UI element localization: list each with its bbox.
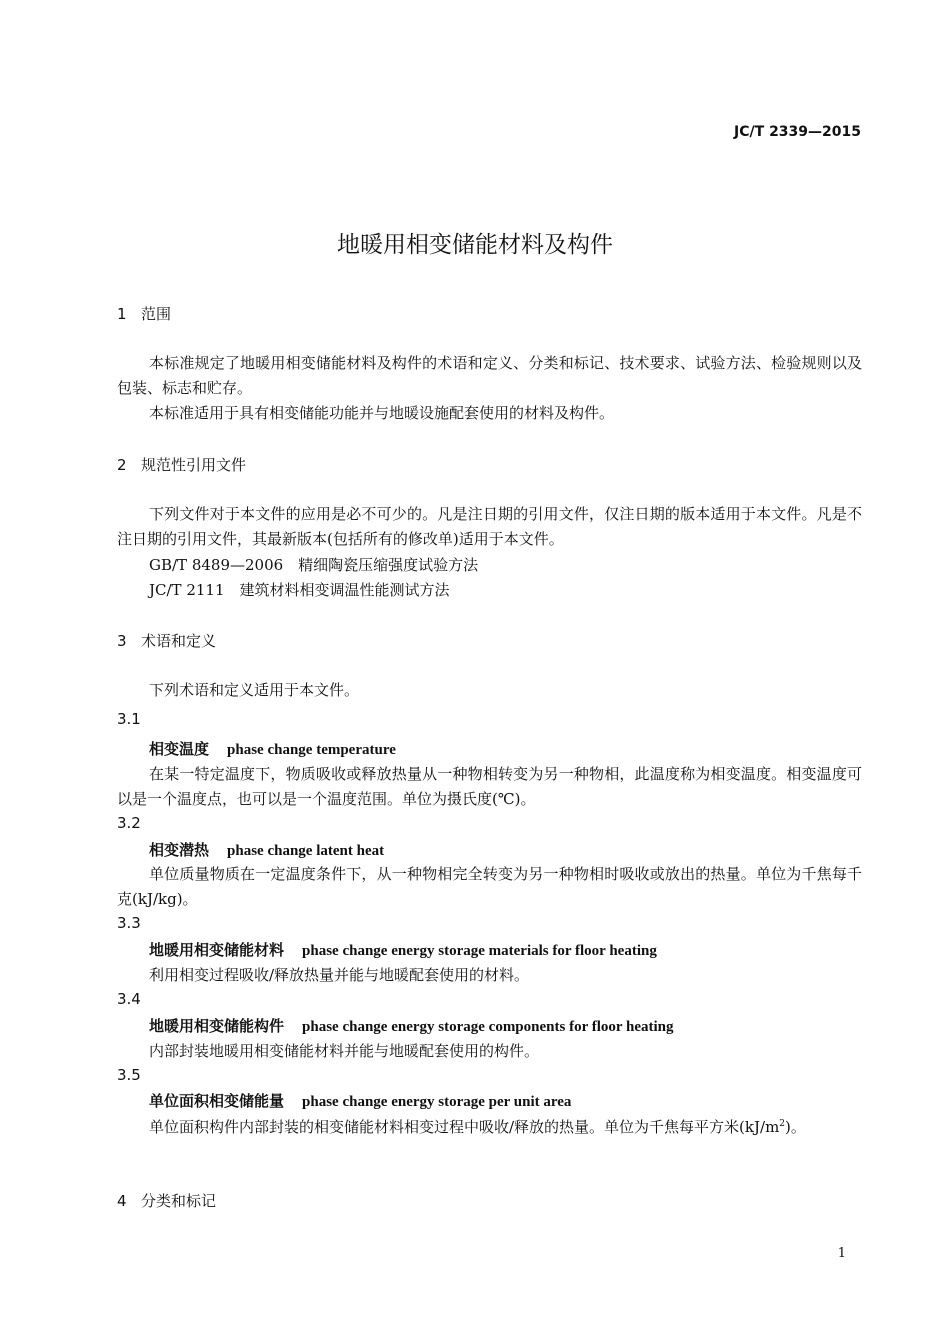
- section-1-heading: [117, 303, 171, 324]
- clause-number: 3.3: [117, 914, 141, 932]
- definition-text-end: )。: [785, 1118, 806, 1136]
- term-english: phase change energy storage per unit area: [302, 1094, 572, 1110]
- term-definition: 单位质量物质在一定温度条件下，从一种物相完全转变为另一种物相时吸收或放出的热量。单位为千焦每千克(kJ/kg)。: [117, 865, 862, 908]
- term-chinese: 地暖用相变储能材料: [149, 941, 285, 959]
- section-2-heading: [117, 454, 246, 475]
- standard-code: JC/T 2339—2015: [734, 124, 861, 140]
- section-3-heading: [117, 630, 216, 651]
- term-heading: [149, 1015, 674, 1036]
- term-chinese: 地暖用相变储能构件: [149, 1017, 285, 1035]
- definition-text: 单位面积构件内部封装的相变储能材料相变过程中吸收/释放的热量。单位为千焦每平方米(kJ/m: [149, 1118, 780, 1136]
- scope-paragraph-2: 本标准适用于具有相变储能功能并与地暖设施配套使用的材料及构件。: [149, 404, 615, 422]
- term-definition: 内部封装地暖用相变储能材料并能与地暖配套使用的构件。: [149, 1042, 540, 1060]
- term-chinese: 相变潜热: [149, 841, 210, 859]
- terms-intro: 下列术语和定义适用于本文件。: [149, 681, 360, 699]
- section-number: 3: [117, 632, 127, 650]
- section-number: 4: [117, 1192, 127, 1210]
- term-english: phase change latent heat: [227, 843, 385, 859]
- term-heading: [149, 1090, 571, 1111]
- section-number: 1: [117, 305, 127, 323]
- term-definition: 在某一特定温度下，物质吸收或释放热量从一种物相转变为另一种物相，此温度称为相变温度。相变温度可以是一个温度点，也可以是一个温度范围。单位为摄氏度(℃)。: [117, 765, 862, 808]
- term-definition: [117, 1112, 862, 1140]
- section-title: 规范性引用文件: [141, 456, 247, 474]
- term-chinese: 相变温度: [149, 740, 210, 758]
- term-chinese: 单位面积相变储能量: [149, 1092, 285, 1110]
- section-title: 范围: [141, 305, 172, 323]
- scope-paragraph-1: 本标准规定了地暖用相变储能材料及构件的术语和定义、分类和标记、技术要求、试验方法、检验规则以及包装、标志和贮存。: [117, 354, 862, 397]
- term-heading: [149, 939, 657, 960]
- reference-item: JC/T 2111 建筑材料相变调温性能测试方法: [149, 581, 450, 599]
- page-number: 1: [837, 1246, 846, 1261]
- term-heading: [149, 738, 396, 759]
- term-english: phase change energy storage components for floor heating: [302, 1019, 674, 1035]
- section-title: 术语和定义: [141, 632, 217, 650]
- clause-number: 3.2: [117, 814, 141, 832]
- reference-item: GB/T 8489—2006 精细陶瓷压缩强度试验方法: [149, 556, 479, 574]
- term-heading: [149, 839, 384, 860]
- clause-number: 3.1: [117, 710, 141, 728]
- document-title: 地暖用相变储能材料及构件: [337, 232, 613, 258]
- term-english: phase change temperature: [227, 742, 396, 758]
- section-number: 2: [117, 456, 127, 474]
- superscript: 2: [779, 1119, 786, 1129]
- term-english: phase change energy storage materials for floor heating: [302, 943, 657, 959]
- section-title: 分类和标记: [141, 1192, 217, 1210]
- clause-number: 3.4: [117, 990, 141, 1008]
- clause-number: 3.5: [117, 1066, 141, 1084]
- references-intro: 下列文件对于本文件的应用是必不可少的。凡是注日期的引用文件，仅注日期的版本适用于本文件。凡是不注日期的引用文件，其最新版本(包括所有的修改单)适用于本文件。: [117, 505, 862, 548]
- term-definition: 利用相变过程吸收/释放热量并能与地暖配套使用的材料。: [149, 966, 530, 984]
- section-4-heading: [117, 1190, 216, 1211]
